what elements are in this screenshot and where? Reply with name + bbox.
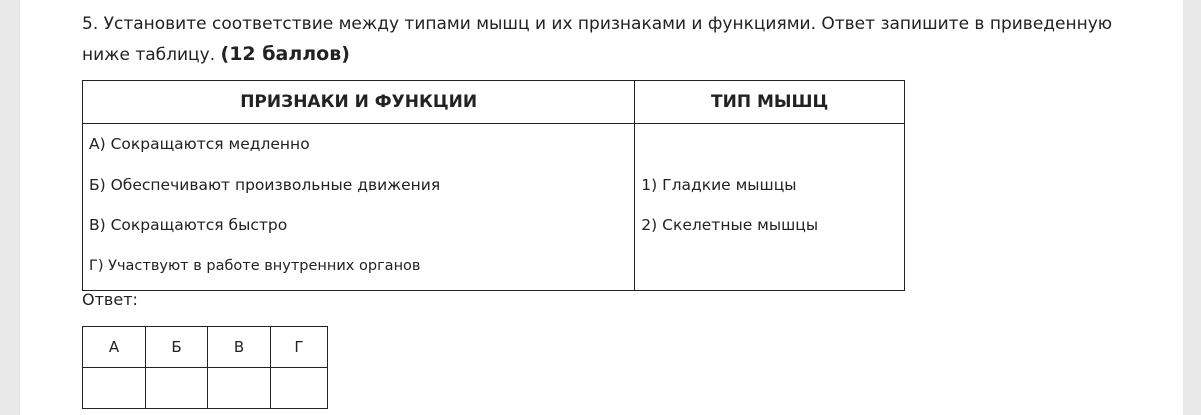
types-column-header: ТИП МЫШЦ: [635, 81, 905, 124]
question-text: [82, 9, 1162, 70]
answer-letters-row: [83, 327, 328, 368]
type-item-1: 1) Гладкие мышцы: [641, 175, 797, 194]
question-body: 5. Установите соответствие между типами мышц и их признаками и функциями. Ответ запишите в приведенную ниже таблицу.: [82, 14, 1113, 65]
answer-cell-b[interactable]: [146, 368, 208, 409]
type-item-blank-bottom: [635, 250, 904, 291]
feature-item-g: Г) Участвуют в работе внутренних органов: [89, 257, 421, 274]
answer-label: Ответ:: [82, 290, 138, 309]
type-item-2: 2) Скелетные мышцы: [641, 216, 819, 234]
answer-letter-g: Г: [271, 327, 328, 368]
features-cell: [83, 124, 635, 291]
feature-item-b: Б) Обеспечивают произвольные движения: [89, 175, 441, 194]
feature-item-a: А) Сокращаются медленно: [89, 135, 310, 153]
answer-table: [82, 326, 328, 409]
document-page: [20, 0, 1183, 415]
answer-values-row: [83, 368, 328, 409]
answer-cell-g[interactable]: [271, 368, 328, 409]
type-item-blank-top: [635, 128, 904, 169]
question-points: (12 баллов): [220, 43, 350, 65]
matching-table-body-row: [83, 124, 905, 291]
matching-table-header-row: [83, 81, 905, 124]
answer-cell-a[interactable]: [83, 368, 146, 409]
matching-table: [82, 80, 905, 291]
feature-item-v: В) Сокращаются быстро: [89, 216, 288, 234]
answer-letter-b: Б: [146, 327, 208, 368]
answer-cell-v[interactable]: [208, 368, 271, 409]
answer-letter-v: В: [208, 327, 271, 368]
features-column-header: ПРИЗНАКИ И ФУНКЦИИ: [83, 81, 635, 124]
types-cell: [635, 124, 905, 291]
answer-letter-a: А: [83, 327, 146, 368]
